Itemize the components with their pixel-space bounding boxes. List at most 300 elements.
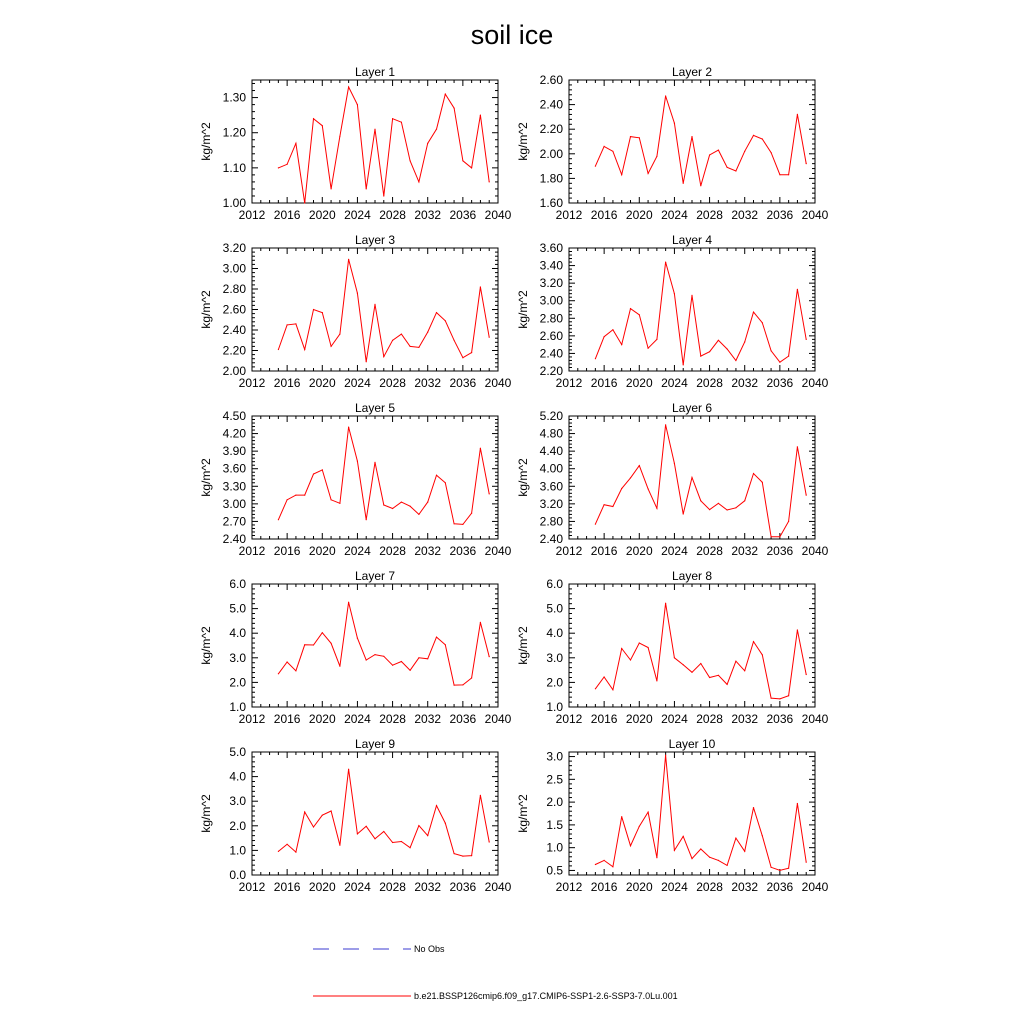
data-point <box>313 826 314 827</box>
data-point <box>357 293 358 294</box>
data-point <box>718 340 719 341</box>
data-point <box>313 118 314 119</box>
data-point <box>427 835 428 836</box>
series-line-layer-8 <box>595 603 806 699</box>
x-tick-label: 2024 <box>344 880 371 894</box>
x-tick-label: 2032 <box>731 712 759 726</box>
data-point <box>674 463 675 464</box>
data-point <box>401 502 402 503</box>
data-point <box>630 659 631 660</box>
data-point <box>674 293 675 294</box>
data-point <box>700 356 701 357</box>
chart-title: soil ice <box>470 20 554 50</box>
panel-title: Layer 3 <box>354 233 396 247</box>
y-axis-label: kg/m^2 <box>516 626 530 665</box>
data-point <box>806 495 807 496</box>
data-point <box>410 847 411 848</box>
data-point <box>771 536 772 537</box>
y-tick-label: 2.60 <box>539 328 563 343</box>
data-point <box>427 502 428 503</box>
data-point <box>700 500 701 501</box>
data-point <box>304 811 305 812</box>
series-line-layer-4 <box>595 262 806 365</box>
y-tick-label: 0.0 <box>229 868 246 882</box>
y-axis-label: kg/m^2 <box>199 794 213 833</box>
x-tick-label: 2012 <box>238 544 266 558</box>
data-point <box>401 841 402 842</box>
data-point <box>287 324 288 325</box>
data-point <box>462 160 463 161</box>
panel-layer-8 <box>516 569 829 726</box>
data-point <box>639 314 640 315</box>
y-tick-label: 2.20 <box>539 122 563 137</box>
data-point <box>392 842 393 843</box>
data-point <box>313 473 314 474</box>
x-tick-label: 2016 <box>273 712 301 726</box>
data-point <box>313 644 314 645</box>
data-point <box>709 857 710 858</box>
data-point <box>410 346 411 347</box>
data-point <box>339 666 340 667</box>
data-point <box>700 663 701 664</box>
data-point <box>392 508 393 509</box>
data-point <box>656 339 657 340</box>
data-point <box>727 167 728 168</box>
x-tick-label: 2040 <box>484 544 512 558</box>
x-tick-label: 2036 <box>449 376 477 390</box>
x-tick-label: 2032 <box>731 880 759 894</box>
data-point <box>691 672 692 673</box>
data-point <box>604 146 605 147</box>
x-tick-label: 2016 <box>273 376 301 390</box>
data-point <box>656 156 657 157</box>
data-point <box>621 344 622 345</box>
data-point <box>445 823 446 824</box>
panel-title: Layer 6 <box>671 401 713 415</box>
data-point <box>418 657 419 658</box>
data-point <box>806 339 807 340</box>
data-point <box>304 349 305 350</box>
data-point <box>735 507 736 508</box>
x-tick-label: 2024 <box>661 712 688 726</box>
data-point <box>480 795 481 796</box>
data-point <box>612 506 613 507</box>
y-tick-label: 3.40 <box>539 258 563 273</box>
data-point <box>674 850 675 851</box>
data-point <box>295 495 296 496</box>
data-point <box>471 677 472 678</box>
data-point <box>436 805 437 806</box>
panel-layer-4 <box>516 233 829 390</box>
data-point <box>630 136 631 137</box>
x-tick-label: 2032 <box>414 544 442 558</box>
data-point <box>648 812 649 813</box>
data-point <box>648 173 649 174</box>
y-tick-label: 4.80 <box>539 426 563 441</box>
data-point <box>656 508 657 509</box>
x-tick-label: 2024 <box>661 376 688 390</box>
panel-frame <box>569 584 815 707</box>
data-point <box>410 670 411 671</box>
y-tick-label: 4.20 <box>222 426 246 441</box>
data-point <box>480 448 481 449</box>
data-point <box>665 424 666 425</box>
panel-frame <box>252 248 498 371</box>
panel-frame <box>569 248 815 371</box>
data-point <box>383 356 384 357</box>
panel-layer-10 <box>516 737 829 894</box>
y-tick-label: 3.20 <box>539 496 563 511</box>
data-point <box>427 332 428 333</box>
y-tick-label: 0.5 <box>546 863 563 878</box>
data-point <box>744 151 745 152</box>
y-tick-label: 3.30 <box>222 479 246 494</box>
data-point <box>436 475 437 476</box>
data-point <box>295 323 296 324</box>
data-point <box>383 195 384 196</box>
data-point <box>366 188 367 189</box>
x-tick-label: 2024 <box>344 376 371 390</box>
data-point <box>401 122 402 123</box>
data-point <box>418 347 419 348</box>
y-tick-label: 1.80 <box>539 171 563 186</box>
data-point <box>348 602 349 603</box>
y-tick-label: 3.00 <box>222 261 246 276</box>
data-point <box>683 364 684 365</box>
y-tick-label: 2.0 <box>546 795 563 810</box>
data-point <box>665 603 666 604</box>
data-point <box>771 152 772 153</box>
data-point <box>436 312 437 313</box>
y-tick-label: 3.0 <box>546 650 563 665</box>
x-tick-label: 2012 <box>555 544 583 558</box>
y-tick-label: 4.0 <box>229 769 246 784</box>
panel-layer-7 <box>199 569 512 726</box>
data-point <box>604 860 605 861</box>
x-tick-label: 2020 <box>308 376 336 390</box>
x-tick-label: 2028 <box>379 880 406 894</box>
x-tick-label: 2020 <box>625 712 653 726</box>
data-point <box>304 202 305 203</box>
data-point <box>753 807 754 808</box>
data-point <box>331 810 332 811</box>
data-point <box>648 348 649 349</box>
x-tick-label: 2040 <box>801 208 829 222</box>
data-point <box>779 362 780 363</box>
panel-frame <box>252 416 498 539</box>
y-tick-label: 3.20 <box>539 276 563 291</box>
data-point <box>665 95 666 96</box>
data-point <box>392 665 393 666</box>
data-point <box>410 160 411 161</box>
data-point <box>322 815 323 816</box>
data-point <box>753 312 754 313</box>
data-point <box>709 509 710 510</box>
panel-layer-2 <box>516 65 829 222</box>
data-point <box>392 118 393 119</box>
data-point <box>612 329 613 330</box>
data-point <box>471 352 472 353</box>
y-tick-label: 2.0 <box>546 675 563 690</box>
x-tick-label: 2020 <box>308 880 336 894</box>
data-point <box>383 831 384 832</box>
y-tick-label: 2.40 <box>222 323 246 337</box>
data-point <box>744 341 745 342</box>
data-point <box>788 868 789 869</box>
y-tick-label: 4.50 <box>222 409 246 423</box>
panel-layer-5 <box>199 401 512 558</box>
data-point <box>762 138 763 139</box>
y-tick-label: 3.00 <box>222 496 246 511</box>
data-point <box>735 661 736 662</box>
data-point <box>454 340 455 341</box>
data-point <box>595 524 596 525</box>
data-point <box>348 259 349 260</box>
data-point <box>436 129 437 130</box>
y-tick-label: 1.10 <box>222 160 246 175</box>
data-point <box>656 857 657 858</box>
data-point <box>806 163 807 164</box>
panel-layer-3 <box>199 233 512 390</box>
data-point <box>366 361 367 362</box>
x-tick-label: 2040 <box>484 712 512 726</box>
data-point <box>374 838 375 839</box>
panels-group <box>199 65 829 894</box>
panel-layer-9 <box>199 737 512 894</box>
x-tick-label: 2028 <box>696 880 723 894</box>
x-tick-label: 2040 <box>801 544 829 558</box>
data-point <box>471 513 472 514</box>
panel-title: Layer 2 <box>671 65 713 79</box>
panel-title: Layer 8 <box>671 569 713 583</box>
data-point <box>322 312 323 313</box>
x-tick-label: 2040 <box>484 376 512 390</box>
x-tick-label: 2012 <box>555 376 583 390</box>
y-axis-label: kg/m^2 <box>516 794 530 833</box>
y-tick-label: 5.20 <box>539 409 563 423</box>
data-point <box>357 461 358 462</box>
data-point <box>374 654 375 655</box>
data-point <box>401 661 402 662</box>
x-tick-label: 2012 <box>238 880 266 894</box>
x-tick-label: 2028 <box>379 544 406 558</box>
data-point <box>744 851 745 852</box>
y-tick-label: 2.20 <box>222 343 246 358</box>
data-point <box>374 462 375 463</box>
data-point <box>278 167 279 168</box>
data-point <box>806 674 807 675</box>
series-line-layer-1 <box>278 87 489 203</box>
data-point <box>621 816 622 817</box>
y-tick-label: 6.0 <box>546 577 563 591</box>
y-tick-label: 1.00 <box>222 196 246 210</box>
data-point <box>339 334 340 335</box>
x-tick-label: 2012 <box>555 208 583 222</box>
y-tick-label: 1.0 <box>546 700 563 714</box>
x-tick-label: 2036 <box>449 712 477 726</box>
data-point <box>445 320 446 321</box>
data-point <box>718 150 719 151</box>
data-point <box>630 477 631 478</box>
data-point <box>744 500 745 501</box>
data-point <box>489 841 490 842</box>
x-tick-label: 2020 <box>308 208 336 222</box>
y-tick-label: 1.0 <box>229 700 246 714</box>
data-point <box>762 482 763 483</box>
data-point <box>674 657 675 658</box>
y-axis-label: kg/m^2 <box>199 290 213 329</box>
x-tick-label: 2012 <box>238 712 266 726</box>
data-point <box>665 755 666 756</box>
x-tick-label: 2036 <box>766 376 794 390</box>
data-point <box>278 851 279 852</box>
data-point <box>489 493 490 494</box>
y-tick-label: 3.0 <box>546 749 563 764</box>
x-tick-label: 2036 <box>766 544 794 558</box>
x-tick-label: 2032 <box>414 208 442 222</box>
x-tick-label: 2016 <box>590 208 618 222</box>
series-line-layer-9 <box>278 769 489 856</box>
data-point <box>322 125 323 126</box>
data-point <box>392 340 393 341</box>
data-point <box>604 504 605 505</box>
y-tick-label: 5.0 <box>229 601 246 616</box>
y-tick-label: 4.0 <box>546 626 563 641</box>
x-tick-label: 2032 <box>414 376 442 390</box>
data-point <box>806 862 807 863</box>
y-tick-label: 2.40 <box>539 346 563 361</box>
x-tick-label: 2036 <box>766 880 794 894</box>
data-point <box>797 446 798 447</box>
y-tick-label: 1.20 <box>222 125 246 140</box>
data-point <box>718 503 719 504</box>
data-point <box>709 351 710 352</box>
data-point <box>797 803 798 804</box>
data-point <box>348 86 349 87</box>
data-point <box>295 670 296 671</box>
data-point <box>753 135 754 136</box>
y-tick-label: 5.0 <box>546 601 563 616</box>
y-tick-label: 2.0 <box>229 818 246 833</box>
data-point <box>462 684 463 685</box>
data-point <box>278 673 279 674</box>
data-point <box>788 521 789 522</box>
y-tick-label: 2.70 <box>222 514 246 529</box>
y-tick-label: 2.00 <box>539 146 563 161</box>
data-point <box>339 845 340 846</box>
data-point <box>462 524 463 525</box>
y-axis-label: kg/m^2 <box>199 626 213 665</box>
data-point <box>454 108 455 109</box>
data-point <box>348 427 349 428</box>
data-point <box>471 855 472 856</box>
data-point <box>621 174 622 175</box>
data-point <box>762 835 763 836</box>
x-tick-label: 2020 <box>625 376 653 390</box>
data-point <box>357 833 358 834</box>
data-point <box>348 769 349 770</box>
data-point <box>753 473 754 474</box>
panel-title: Layer 10 <box>668 737 716 751</box>
y-axis-label: kg/m^2 <box>516 290 530 329</box>
x-tick-label: 2020 <box>308 712 336 726</box>
data-point <box>727 348 728 349</box>
data-point <box>727 509 728 510</box>
data-point <box>454 685 455 686</box>
data-point <box>445 644 446 645</box>
x-tick-label: 2040 <box>801 880 829 894</box>
data-point <box>489 656 490 657</box>
panel-frame <box>569 80 815 203</box>
x-tick-label: 2036 <box>766 712 794 726</box>
y-tick-label: 2.80 <box>539 514 563 529</box>
x-tick-label: 2040 <box>801 712 829 726</box>
panel-title: Layer 1 <box>354 65 396 79</box>
data-point <box>709 677 710 678</box>
data-point <box>462 856 463 857</box>
data-point <box>779 698 780 699</box>
data-point <box>445 94 446 95</box>
series-line-layer-7 <box>278 602 489 685</box>
panel-frame <box>252 584 498 707</box>
data-point <box>383 504 384 505</box>
panel-frame <box>252 80 498 203</box>
x-tick-label: 2036 <box>449 208 477 222</box>
data-point <box>735 838 736 839</box>
data-point <box>339 503 340 504</box>
x-tick-label: 2036 <box>449 544 477 558</box>
x-tick-label: 2040 <box>801 376 829 390</box>
data-point <box>683 513 684 514</box>
data-point <box>331 643 332 644</box>
data-point <box>489 181 490 182</box>
y-tick-label: 3.60 <box>222 461 246 476</box>
x-tick-label: 2040 <box>484 880 512 894</box>
data-point <box>788 695 789 696</box>
data-point <box>427 658 428 659</box>
y-axis-label: kg/m^2 <box>199 458 213 497</box>
y-tick-label: 2.60 <box>222 302 246 317</box>
data-point <box>735 170 736 171</box>
data-point <box>604 676 605 677</box>
y-tick-label: 1.0 <box>546 840 563 855</box>
legend <box>313 944 678 1001</box>
data-point <box>700 848 701 849</box>
data-point <box>683 183 684 184</box>
data-point <box>278 349 279 350</box>
data-point <box>612 151 613 152</box>
data-point <box>753 641 754 642</box>
panel-layer-1 <box>199 65 512 222</box>
panel-title: Layer 5 <box>354 401 396 415</box>
data-point <box>621 648 622 649</box>
data-point <box>779 174 780 175</box>
y-tick-label: 4.40 <box>539 444 563 459</box>
data-point <box>648 488 649 489</box>
data-point <box>304 495 305 496</box>
legend-model-label: b.e21.BSSP126cmip6.f09_g17.CMIP6-SSP1-2.6-SSP3-7.0Lu.001 <box>414 991 678 1001</box>
data-point <box>788 356 789 357</box>
y-tick-label: 2.00 <box>222 364 246 378</box>
data-point <box>462 357 463 358</box>
data-point <box>454 853 455 854</box>
y-tick-label: 1.60 <box>539 196 563 210</box>
data-point <box>656 680 657 681</box>
series-line-layer-3 <box>278 259 489 362</box>
data-point <box>788 174 789 175</box>
data-point <box>366 826 367 827</box>
data-point <box>278 519 279 520</box>
